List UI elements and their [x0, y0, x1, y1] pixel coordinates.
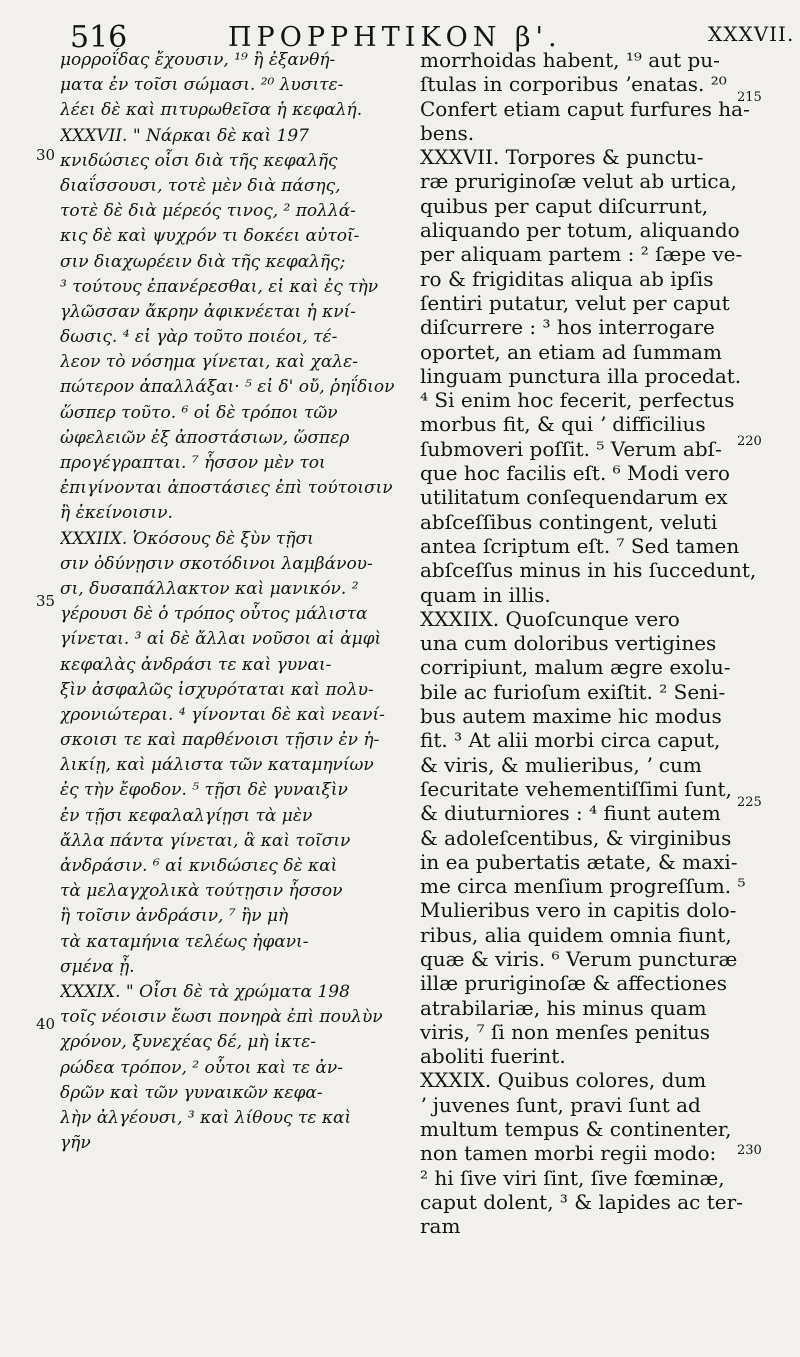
text-line: una cum doloribus vertigines: [420, 631, 717, 656]
margin-line-number: 220: [737, 434, 762, 449]
text-line: & adoleſcentibus, & virginibus: [420, 825, 732, 850]
text-line: ἐπιγίνονται ἀποστάσιες ἐπὶ τούτοισιν: [60, 478, 393, 499]
text-line: & diuturniores : ⁴ fiunt autem: [420, 801, 721, 826]
text-line: ἀνδράσιν. ⁶ αἱ κνιδώσιες δὲ καὶ: [60, 856, 338, 876]
text-line: κνιδώσιες οἷσι διὰ τῆς κεφαλῆς: [60, 150, 338, 171]
text-line: atrabilariæ, his minus quam: [420, 995, 707, 1020]
text-line: δρῶν καὶ τῶν γυναικῶν κεφα-: [60, 1082, 323, 1103]
text-line: ram: [420, 1214, 461, 1239]
text-line: corripiunt, malum ægre exolu-: [420, 655, 731, 680]
text-line: διαΐσσουσι, τοτὲ μὲν διὰ πάσης,: [60, 175, 341, 196]
text-line: viris, ⁷ ſi non menſes penitus: [420, 1019, 710, 1044]
text-line: ἢ τοῖσιν ἀνδράσιν, ⁷ ἢν μὴ: [60, 906, 289, 927]
text-line: ⁴ Si enim hoc fecerit, perfectus: [420, 388, 735, 413]
text-line: ræ pruriginoſæ velut ab urtica,: [420, 169, 737, 194]
text-line: aboliti fuerint.: [420, 1044, 566, 1069]
text-line: τὰ καταμήνια τελέως ἠφανι-: [60, 931, 309, 952]
text-line: σκοισι τε καὶ παρθένοισι τῇσιν ἐν ἡ-: [60, 730, 380, 751]
text-line: Mulieribus vero in capitis dolo-: [420, 898, 737, 923]
running-title: ΠΡΟΡΡΗΤΙΚΟΝ β'.: [228, 22, 562, 53]
text-line: ribus, alia quidem omnia fiunt,: [420, 922, 732, 947]
text-line: non tamen morbi regii modo:: [420, 1141, 717, 1166]
text-line: σιν ὀδύνῃσιν σκοτόδινοι λαμβάνου-: [60, 553, 373, 574]
page-number: 516: [70, 20, 128, 55]
text-line: ὠφελειῶν ἐξ ἀποστάσιων, ὥσπερ: [60, 427, 350, 448]
text-line: ματα ἐν τοῖσι σώμασι. ²⁰ λυσιτε-: [60, 75, 344, 96]
text-line: κεφαλὰς ἀνδράσι τε καὶ γυναι-: [60, 654, 332, 675]
text-line: γίνεται. ³ αἱ δὲ ἄλλαι νοῦσοι αἱ ἀμφὶ: [60, 629, 382, 650]
text-line: ſentiri putatur, velut per caput: [420, 290, 730, 315]
text-line: oportet, an etiam ad ſummam: [420, 339, 722, 364]
text-line: ἐν τῇσι κεφαλαλγίῃσι τὰ μὲν: [60, 805, 313, 826]
text-line: utilitatum conſequendarum ex: [420, 485, 728, 510]
text-line: XXXIIX. Ὁκόσους δὲ ξὺν τῇσι: [60, 528, 314, 549]
text-line: XXXIX. " Οἷσι δὲ τὰ χρώματα 198: [60, 981, 350, 1002]
text-line: ρώδεα τρόπον, ² οὗτοι καὶ τε ἀν-: [60, 1057, 343, 1078]
text-line: πώτερον ἀπαλλάξαι· ⁵ εἰ δ' οὔ, ῥηΐδιον: [60, 377, 395, 398]
text-line: in ea pubertatis ætate, & maxi-: [420, 849, 738, 874]
text-line: ὥσπερ τοῦτο. ⁶ οἱ δὲ τρόποι τῶν: [60, 402, 338, 423]
text-line: XXXIIX. Quoſcunque vero: [420, 606, 680, 631]
text-line: ἢ ἐκείνοισιν.: [60, 503, 173, 524]
text-line: ἄλλα πάντα γίνεται, ἃ καὶ τοῖσιν: [60, 830, 351, 851]
text-line: fit. ³ At alii morbi circa caput,: [420, 728, 721, 753]
chapter-marker: XXXVII.: [708, 22, 795, 46]
text-line: ³ τούτους ἐπανέρεσθαι, εἰ καὶ ἐς τὴν: [60, 276, 379, 297]
text-line: λέει δὲ καὶ πιτυρωθεῖσα ἡ κεφαλή.: [60, 100, 363, 121]
text-line: προγέγραπται. ⁷ ἧσσον μὲν τοι: [60, 453, 326, 473]
text-line: γέρουσι δὲ ὁ τρόπος οὗτος μάλιστα: [60, 604, 368, 625]
text-line: τὰ μελαγχολικὰ τούτῃσιν ἧσσον: [60, 881, 343, 902]
text-line: bile ac furioſum exiſtit. ² Seni-: [420, 679, 726, 704]
margin-line-number: 30: [36, 146, 56, 164]
text-line: morbus fit, & qui ʼ difficilius: [420, 412, 706, 437]
text-line: λικίῃ, καὶ μάλιστα τῶν καταμηνίων: [60, 755, 374, 776]
text-line: ſtulas in corporibus ʼenatas. ²⁰: [420, 72, 727, 97]
text-line: χρόνον, ξυνεχέας δέ, μὴ ἰκτε-: [60, 1032, 317, 1053]
margin-line-number: 35: [36, 592, 56, 610]
margin-line-number: 225: [737, 795, 762, 810]
text-line: per aliquam partem : ² ſæpe ve-: [420, 242, 743, 267]
text-line: que hoc facilis eſt. ⁶ Modi vero: [420, 461, 730, 486]
text-line: XXXVII. " Νάρκαι δὲ καὶ 197: [60, 125, 309, 146]
text-line: κις δὲ καὶ ψυχρόν τι δοκέει αὐτοῖ-: [60, 226, 360, 247]
text-line: σι, δυσαπάλλακτον καὶ μανικόν. ²: [60, 578, 359, 599]
margin-line-number: 215: [737, 90, 762, 105]
text-line: bus autem maxime hic modus: [420, 704, 722, 729]
text-line: abſceſſibus contingent, veluti: [420, 509, 718, 534]
margin-line-number: 230: [737, 1143, 762, 1158]
text-line: ſubmoveri poſſit. ⁵ Verum abſ-: [420, 436, 722, 461]
text-line: quæ & viris. ⁶ Verum puncturæ: [420, 946, 738, 971]
text-line: caput dolent, ³ & lapides ac ter-: [420, 1189, 743, 1214]
text-line: quibus per caput diſcurrunt,: [420, 193, 709, 218]
text-line: ro & frigiditas aliqua ab ipſis: [420, 266, 714, 291]
text-line: ² hi ſive viri ſint, ſive fœminæ,: [420, 1165, 725, 1190]
text-line: τοῖς νέοισιν ἔωσι πονηρὰ ἐπὶ πουλὺν: [60, 1007, 383, 1028]
text-line: γῆν: [60, 1133, 91, 1154]
text-line: γλῶσσαν ἄκρην ἀφικνέεται ἡ κνί-: [60, 301, 356, 322]
text-line: diſcurrere : ³ hos interrogare: [420, 315, 715, 340]
text-line: illæ pruriginoſæ & affectiones: [420, 971, 728, 996]
text-line: me circa menſium progreſſum. ⁵: [420, 874, 746, 899]
text-line: δωσις. ⁴ εἰ γὰρ τοῦτο ποιέοι, τέ-: [60, 327, 338, 348]
text-line: μορροΐδας ἔχουσιν, ¹⁹ ἢ ἐξανθή-: [60, 50, 336, 70]
margin-line-number: 40: [36, 1015, 56, 1033]
text-line: bens.: [420, 120, 475, 145]
text-line: & viris, & mulieribus, ʼ cum: [420, 752, 702, 777]
text-line: ſecuritate vehementiſſimi ſunt,: [420, 776, 732, 801]
text-line: λεον τὸ νόσημα γίνεται, καὶ χαλε-: [60, 352, 358, 373]
text-line: abſceſſus minus in his ſuccedunt,: [420, 558, 757, 583]
text-line: χρονιώτεραι. ⁴ γίνονται δὲ καὶ νεανί-: [60, 704, 385, 725]
text-line: λὴν ἀλγέουσι, ³ καὶ λίθους τε καὶ: [60, 1107, 352, 1128]
text-line: multum tempus & continenter,: [420, 1117, 732, 1142]
text-line: aliquando per totum, aliquando: [420, 218, 740, 243]
text-line: Confert etiam caput furfures ha-: [420, 96, 750, 121]
text-line: antea ſcriptum eſt. ⁷ Sed tamen: [420, 533, 740, 558]
greek-text-column: [60, 48, 420, 1156]
text-line: XXXIX. Quibus colores, dum: [420, 1068, 707, 1093]
text-line: σμένα ᾖ.: [60, 956, 135, 977]
text-line: XXXVII. Torpores & punctu-: [420, 145, 704, 170]
text-line: τοτὲ δὲ διὰ μέρεός τινος, ² πολλά-: [60, 201, 356, 222]
text-line: ἐς τὴν ἔφοδον. ⁵ τῇσι δὲ γυναιξὶν: [60, 780, 348, 801]
latin-text-column: [420, 48, 765, 1239]
text-line: ʼ juvenes ſunt, pravi ſunt ad: [420, 1092, 701, 1117]
text-line: quam in illis.: [420, 582, 551, 607]
text-line: morrhoidas habent, ¹⁹ aut pu-: [420, 48, 720, 72]
text-line: ξὶν ἀσφαλῶς ἰσχυρόταται καὶ πολυ-: [60, 679, 374, 700]
text-line: linguam punctura illa procedat.: [420, 363, 742, 388]
text-line: σιν διαχωρέειν διὰ τῆς κεφαλῆς;: [60, 251, 346, 272]
